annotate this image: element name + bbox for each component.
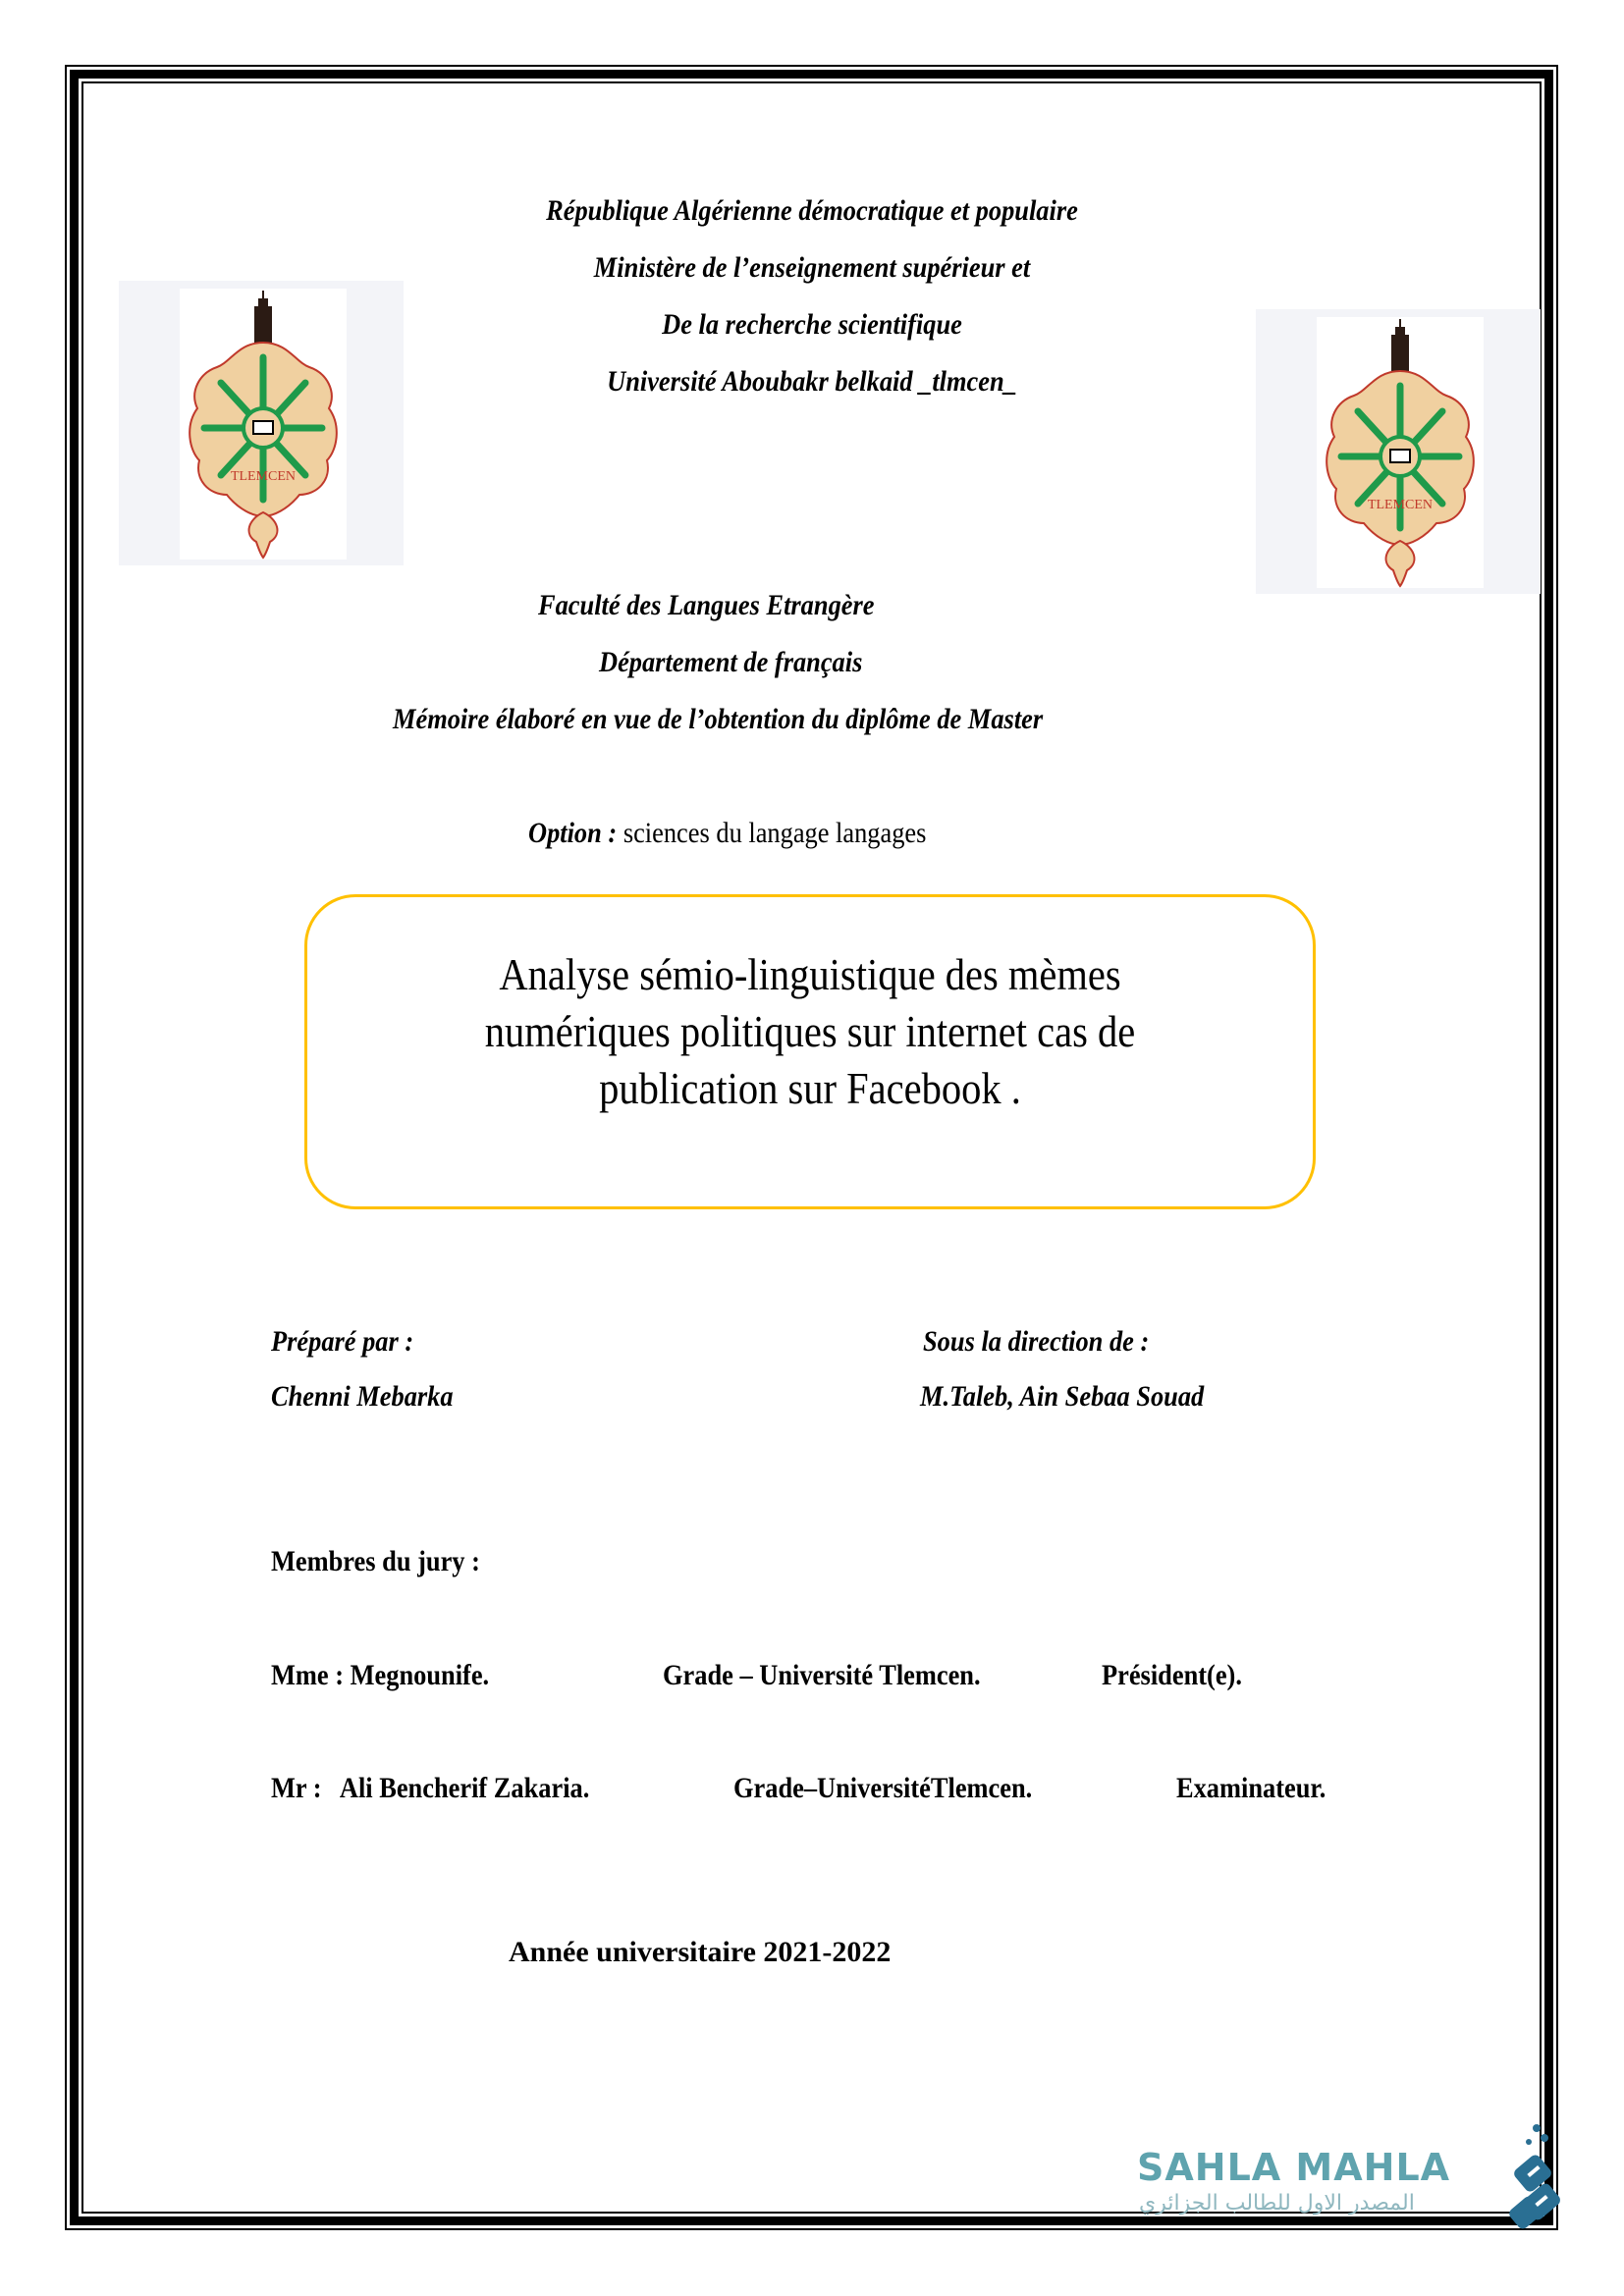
prepared-by-name: Chenni Mebarka (271, 1380, 454, 1413)
jury-member-1-role: Président(e). (1102, 1659, 1242, 1691)
sahla-mahla-tagline: المصدر الاول للطالب الجزائري (1139, 2191, 1415, 2216)
jury-member-2-title: Mr : Ali Bencherif Zakaria. (271, 1772, 590, 1804)
supervisor-label: Sous la direction de : (923, 1325, 1150, 1358)
jury-member-2-grade: Grade–UniversitéTlemcen. (733, 1772, 1033, 1804)
prepared-by-label: Préparé par : (271, 1325, 414, 1358)
svg-text:TLEMCEN: TLEMCEN (1367, 498, 1434, 512)
university-crest-icon (1317, 317, 1484, 588)
thesis-title-line: publication sur Facebook . (599, 1064, 1021, 1113)
degree-line: Mémoire élaboré en vue de l’obtention du diplôme de Master (393, 703, 1044, 735)
jury-member-1-title: Mme : Megnounife. (271, 1659, 490, 1691)
thesis-title-line: Analyse sémio-linguistique des mèmes (499, 950, 1121, 999)
header-ministry: Ministère de l’enseignement supérieur et (593, 251, 1031, 284)
header-university: Université Aboubakr belkaid _tlmcen_ (607, 365, 1017, 398)
thesis-title (357, 946, 1263, 1117)
academic-year: Année universitaire 2021-2022 (509, 1936, 892, 1968)
supervisor-name: M.Taleb, Ain Sebaa Souad (920, 1380, 1205, 1413)
thesis-title-line: numériques politiques sur internet cas de (484, 1007, 1136, 1056)
sahla-mahla-brand: SAHLA MAHLA (1137, 2146, 1451, 2189)
option-line (528, 817, 926, 850)
svg-text:TLEMCEN: TLEMCEN (230, 469, 297, 484)
header-research: De la recherche scientifique (662, 308, 962, 341)
logo-left (119, 281, 404, 565)
faculty-name: Faculté des Langues Etrangère (538, 589, 875, 621)
jury-member-2-role: Examinateur. (1176, 1772, 1326, 1804)
department-name: Département de français (599, 646, 863, 678)
option-value: sciences du langage langages (623, 817, 927, 849)
jury-label: Membres du jury : (271, 1545, 480, 1577)
university-crest-icon (180, 289, 347, 560)
logo-right (1256, 309, 1541, 594)
thesis-title-box (304, 894, 1316, 1209)
sahla-mahla-logo-icon (1507, 2120, 1566, 2238)
header-republic: République Algérienne démocratique et populaire (546, 194, 1078, 227)
option-label: Option : (528, 817, 618, 849)
jury-member-1-grade: Grade – Université Tlemcen. (663, 1659, 981, 1691)
